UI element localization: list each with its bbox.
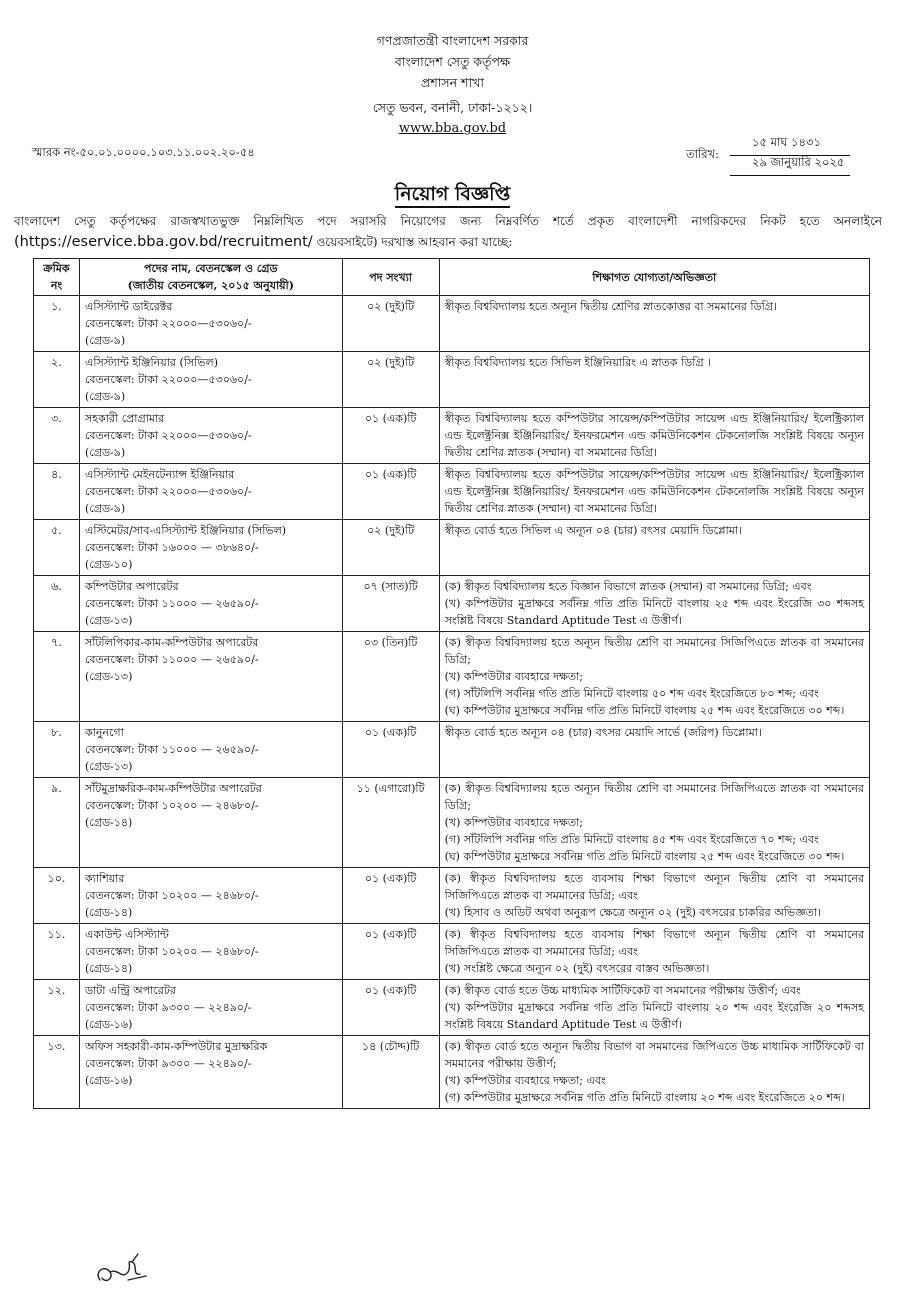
- post-grade: (গ্রেড-১৩): [84, 760, 133, 773]
- table-row: [34, 778, 870, 868]
- row-qualification: [439, 1036, 869, 1109]
- post-name: কম্পিউটার অপারেটর: [84, 580, 179, 593]
- row-post-count: ০৭ (সাত)টি: [342, 576, 439, 632]
- office-address: সেতু ভবন, বনানী, ঢাকা-১২১২।: [372, 100, 533, 115]
- row-post-count: ০১ (এক)টি: [342, 408, 439, 464]
- post-grade: (গ্রেড-১৪): [84, 962, 133, 975]
- post-grade: (গ্রেড-১৬): [84, 1074, 133, 1087]
- post-grade: (গ্রেড-৯): [84, 390, 126, 403]
- qualification-item: (গ) কম্পিউটার মুদ্রাক্ষরে সর্বনিম্ন গতি প্রতি মিনিটে বাংলায় ২০ শব্দ এবং ইংরেজিতে ২০ শব্দ।: [444, 1091, 845, 1104]
- post-pay-scale: বেতনস্কেল: টাকা ১০২০০ — ২৪৬৮০/-: [84, 945, 259, 958]
- row-serial: ১০.: [34, 868, 80, 924]
- qualification-item: (ক) স্বীকৃত বোর্ড হতে উচ্চ মাধ্যমিক সার্টিফিকেট বা সমমানের পরীক্ষায় উত্তীর্ণ; এবং: [444, 984, 801, 997]
- table-row: [34, 1036, 870, 1109]
- header-serial: ক্রমিক নং: [34, 259, 80, 296]
- govt-name: গণপ্রজাতন্ত্রী বাংলাদেশ সরকার: [376, 33, 529, 48]
- row-qualification: [439, 980, 869, 1036]
- post-name: কানুনগো: [84, 726, 124, 739]
- header-count: পদ সংখ্যা: [342, 259, 439, 296]
- row-qualification: [439, 296, 869, 352]
- qualification-item: (খ) সংশ্লিষ্ট ক্ষেত্রে অন্যূন ০২ (দুই) বৎসরের বাস্তব অভিজ্ঞতা।: [444, 962, 710, 975]
- post-pay-scale: বেতনস্কেল: টাকা ২২০০০—৫৩০৬০/-: [84, 429, 252, 442]
- header-qualification: শিক্ষাগত যোগ্যতা/অভিজ্ঞতা: [439, 259, 869, 296]
- post-name: সহকারী প্রোগ্রামার: [84, 412, 165, 425]
- qualification-item: (ঘ) কম্পিউটার মুদ্রাক্ষরে সর্বনিম্ন গতি প্রতি মিনিটে বাংলায় ২৫ শব্দ এবং ইংরেজিতে ৩০ শব্দ।: [444, 850, 845, 863]
- post-grade: (গ্রেড-১৩): [84, 670, 133, 683]
- post-name: অফিস সহকারী-কাম-কম্পিউটার মুদ্রাক্ষরিক: [84, 1040, 268, 1053]
- intro-text-before: বাংলাদেশ সেতু কর্তৃপক্ষের রাজস্বখাতভুক্ত নিম্নলিখিত পদে সরাসরি নিয়োগের জন্য নিম্নবর্ণিত শর্তে প্রকৃত বাংলাদেশী নাগরিকদের নিকট হতে অনলাইনে: [14, 214, 882, 228]
- row-post-count: ০২ (দুই)টি: [342, 520, 439, 576]
- qualification-item: (ক) স্বীকৃত বিশ্ববিদ্যালয় হতে ব্যবসায় শিক্ষা বিভাগে অন্যূন দ্বিতীয় শ্রেণি বা সমমানের সিজিপিএতে স্নাতক বা সমমানের ডিগ্রি; এবং: [444, 928, 864, 958]
- date-english: ২৯ জানুয়ারি ২০২৫: [730, 154, 850, 176]
- row-post-count: ০১ (এক)টি: [342, 924, 439, 980]
- website-link[interactable]: www.bba.gov.bd: [398, 121, 507, 136]
- row-post: [79, 520, 342, 576]
- table-row: [34, 408, 870, 464]
- qualification-item: (ক) স্বীকৃত বোর্ড হতে অন্যূন দ্বিতীয় বিভাগ বা সমমানের জিপিএতে উচ্চ মাধ্যমিক সার্টিফিকেট বা সমমানের পরীক্ষায় উত্তীর্ণ;: [444, 1040, 864, 1070]
- qualification-item: স্বীকৃত বিশ্ববিদ্যালয় হতে কম্পিউটার সায়েন্স/কম্পিউটার সায়েন্স এন্ড ইঞ্জিনিয়ারিং/ ইলেক্ট্রিক্যাল এন্ড ইলেক্ট্রনিক্স ইঞ্জিনিয়ারিং/ ইনফরমেশন এন্ড কমিউনিকেশন টেকনোলজি সংশ্লিষ্ট বিষয়ে অন্যূন দ্বিতীয় শ্রেণির স্নাতক (সম্মান) বা সমমানের ডিগ্রি।: [444, 468, 864, 515]
- post-name: ডাটা এন্ট্রি অপারেটর: [84, 984, 176, 997]
- row-post-count: ০৩ (তিন)টি: [342, 632, 439, 722]
- row-post: [79, 576, 342, 632]
- post-pay-scale: বেতনস্কেল: টাকা ২২০০০—৫৩০৬০/-: [84, 317, 252, 330]
- row-post: [79, 868, 342, 924]
- notice-title-text: নিয়োগ বিজ্ঞপ্তি: [395, 183, 510, 208]
- row-serial: ৮.: [34, 722, 80, 778]
- authority-name: বাংলাদেশ সেতু কর্তৃপক্ষ: [394, 54, 511, 69]
- table-row: [34, 352, 870, 408]
- row-qualification: [439, 722, 869, 778]
- row-post: [79, 980, 342, 1036]
- qualification-item: (খ) কম্পিউটার মুদ্রাক্ষরে সর্বনিম্ন গতি প্রতি মিনিটে বাংলায় ২০ শব্দ এবং ইংরেজি ২০ শব্দসহ সংশ্লিষ্ট বিষয়ে Standard Aptitude Test এ উত্তীর্ণ।: [444, 1001, 864, 1031]
- table-row: [34, 520, 870, 576]
- qualification-item: স্বীকৃত বিশ্ববিদ্যালয় হতে সিভিল ইঞ্জিনিয়ারিং এ স্নাতক ডিগ্রি ।: [444, 356, 712, 369]
- notice-title: [0, 180, 905, 212]
- post-grade: (গ্রেড-৯): [84, 334, 126, 347]
- post-name: ক্যাশিয়ার: [84, 872, 125, 885]
- row-post: [79, 632, 342, 722]
- qualification-item: (ক) স্বীকৃত বিশ্ববিদ্যালয় হতে বিজ্ঞান বিভাগে স্নাতক (সম্মান) বা সমমানের ডিগ্রি; এবং: [444, 580, 812, 593]
- table-row: [34, 296, 870, 352]
- qualification-item: স্বীকৃত বিশ্ববিদ্যালয় হতে অন্যূন দ্বিতীয় শ্রেণির স্নাতকোত্তর বা সমমানের ডিগ্রি।: [444, 300, 777, 313]
- post-grade: (গ্রেড-৯): [84, 502, 126, 515]
- branch-name: প্রশাসন শাখা: [421, 75, 484, 90]
- qualification-item: (খ) কম্পিউটার ব্যবহারে দক্ষতা; এবং: [444, 1074, 606, 1087]
- post-grade: (গ্রেড-৯): [84, 446, 126, 459]
- post-name: সাঁটমুদ্রাক্ষরিক-কাম-কম্পিউটার অপারেটর: [84, 782, 262, 795]
- post-name: এস্টিমেটর/সাব-এসিস্ট্যান্ট ইঞ্জিনিয়ার (সিভিল): [84, 524, 287, 537]
- recruitment-url-link[interactable]: (https://eservice.bba.gov.bd/recruitment/: [14, 234, 313, 250]
- row-qualification: [439, 632, 869, 722]
- row-qualification: [439, 520, 869, 576]
- row-serial: ৯.: [34, 778, 80, 868]
- row-post-count: ০১ (এক)টি: [342, 980, 439, 1036]
- row-post-count: ০১ (এক)টি: [342, 722, 439, 778]
- post-pay-scale: বেতনস্কেল: টাকা ২২০০০—৫৩০৬০/-: [84, 485, 252, 498]
- row-qualification: [439, 924, 869, 980]
- row-serial: ৩.: [34, 408, 80, 464]
- row-post-count: ১১ (এগারো)টি: [342, 778, 439, 868]
- row-post: [79, 722, 342, 778]
- qualification-item: স্বীকৃত বোর্ড হতে সিভিল এ অন্যূন ০৪ (চার) বৎসর মেয়াদি ডিপ্লোমা।: [444, 524, 742, 537]
- row-serial: ১১.: [34, 924, 80, 980]
- post-name: এসিস্ট্যান্ট মেইনটেন্যান্স ইঞ্জিনিয়ার: [84, 468, 235, 481]
- row-post-count: ১৪ (চৌদ্দ)টি: [342, 1036, 439, 1109]
- post-grade: (গ্রেড-১৪): [84, 906, 133, 919]
- row-post-count: ০১ (এক)টি: [342, 868, 439, 924]
- header-post-title: পদের নাম, বেতনস্কেল ও গ্রেড: [144, 262, 278, 275]
- row-post: [79, 924, 342, 980]
- letterhead: [0, 30, 905, 139]
- table-header-row: [34, 259, 870, 296]
- row-post-count: ০১ (এক)টি: [342, 464, 439, 520]
- post-grade: (গ্রেড-১৩): [84, 614, 133, 627]
- row-qualification: [439, 576, 869, 632]
- post-pay-scale: বেতনস্কেল: টাকা ১১০০০ — ২৬৫৯০/-: [84, 597, 259, 610]
- row-qualification: [439, 408, 869, 464]
- post-pay-scale: বেতনস্কেল: টাকা ১১০০০ — ২৬৫৯০/-: [84, 743, 259, 756]
- qualification-item: (ক) স্বীকৃত বিশ্ববিদ্যালয় হতে অন্যূন দ্বিতীয় শ্রেণি বা সমমানের সিজিপিএতে স্নাতক বা সমমানের ডিগ্রি;: [444, 782, 864, 812]
- table-row: [34, 576, 870, 632]
- post-pay-scale: বেতনস্কেল: টাকা ৯৩০০ — ২২৪৯০/-: [84, 1001, 252, 1014]
- post-name: এসিস্ট্যান্ট ইঞ্জিনিয়ার (সিভিল): [84, 356, 218, 369]
- qualification-item: (খ) কম্পিউটার মুদ্রাক্ষরে সর্বনিম্ন গতি প্রতি মিনিটে বাংলায় ২৫ শব্দ এবং ইংরেজি ৩০ শব্দসহ সংশ্লিষ্ট বিষয়ে Standard Aptitude Test এ উত্তীর্ণ।: [444, 597, 864, 627]
- row-qualification: [439, 464, 869, 520]
- post-pay-scale: বেতনস্কেল: টাকা ১১০০০ — ২৬৫৯০/-: [84, 653, 259, 666]
- row-serial: ১২.: [34, 980, 80, 1036]
- row-post: [79, 464, 342, 520]
- row-serial: ১৩.: [34, 1036, 80, 1109]
- table-row: [34, 464, 870, 520]
- row-serial: ৭.: [34, 632, 80, 722]
- date-bangla: ১৫ মাঘ ১৪৩১: [730, 134, 850, 156]
- row-qualification: [439, 868, 869, 924]
- qualification-item: (খ) কম্পিউটার ব্যবহারে দক্ষতা;: [444, 670, 583, 683]
- row-serial: ১.: [34, 296, 80, 352]
- signature-mark: [92, 1250, 152, 1288]
- table-row: [34, 868, 870, 924]
- qualification-item: (খ) হিসাব ও অডিট অথবা অনুরূপ ক্ষেত্রে অন্যূন ০২ (দুই) বৎসরের চাকরির অভিজ্ঞতা।: [444, 906, 821, 919]
- row-serial: ৫.: [34, 520, 80, 576]
- post-grade: (গ্রেড-১০): [84, 558, 133, 571]
- row-post: [79, 778, 342, 868]
- header-post-subtitle: (জাতীয় বেতনস্কেল, ২০১৫ অনুযায়ী): [127, 279, 295, 292]
- row-serial: ২.: [34, 352, 80, 408]
- post-pay-scale: বেতনস্কেল: টাকা ১০২০০ — ২৪৬৮০/-: [84, 799, 259, 812]
- qualification-item: (ক) স্বীকৃত বিশ্ববিদ্যালয় হতে অন্যূন দ্বিতীয় শ্রেণি বা সমমানের সিজিপিএতে স্নাতক বা সমমানের ডিগ্রি;: [444, 636, 864, 666]
- post-pay-scale: বেতনস্কেল: টাকা ৯৩০০ — ২২৪৯০/-: [84, 1057, 252, 1070]
- post-grade: (গ্রেড-১৪): [84, 816, 133, 829]
- row-post: [79, 352, 342, 408]
- header-post: [79, 259, 342, 296]
- post-name: একাউন্ট এসিস্ট্যান্ট: [84, 928, 169, 941]
- row-post: [79, 296, 342, 352]
- post-name: এসিস্ট্যান্ট ডাইরেক্টর: [84, 300, 173, 313]
- post-pay-scale: বেতনস্কেল: টাকা ১৬০০০ — ৩৮৬৪০/-: [84, 541, 259, 554]
- date-label: তারিখ:: [686, 147, 720, 161]
- post-name: সাঁটলিপিকার-কাম-কম্পিউটার অপারেটর: [84, 636, 259, 649]
- intro-paragraph: [14, 211, 882, 253]
- row-qualification: [439, 352, 869, 408]
- qualification-item: স্বীকৃত বিশ্ববিদ্যালয় হতে কম্পিউটার সায়েন্স/কম্পিউটার সায়েন্স এন্ড ইঞ্জিনিয়ারিং/ ইলেক্ট্রিক্যাল এন্ড ইলেক্ট্রনিক্স ইঞ্জিনিয়ারিং/ ইনফরমেশন এন্ড কমিউনিকেশন টেকনোলজি সংশ্লিষ্ট বিষয়ে অন্যূন দ্বিতীয় শ্রেণির স্নাতক (সম্মান) বা সমমানের ডিগ্রি।: [444, 412, 864, 459]
- row-post-count: ০২ (দুই)টি: [342, 352, 439, 408]
- row-post: [79, 1036, 342, 1109]
- table-body: [34, 296, 870, 1109]
- intro-text-after: ওয়েবসাইটে) দরখাস্ত আহবান করা যাচ্ছে:: [312, 235, 513, 249]
- row-serial: ৪.: [34, 464, 80, 520]
- qualification-item: (ক) স্বীকৃত বিশ্ববিদ্যালয় হতে ব্যবসায় শিক্ষা বিভাগে অন্যূন দ্বিতীয় শ্রেণি বা সমমানের সিজিপিএতে স্নাতক বা সমমানের ডিগ্রি; এবং: [444, 872, 864, 902]
- row-serial: ৬.: [34, 576, 80, 632]
- qualification-item: (গ) সাঁটলিপি সর্বনিম্ন গতি প্রতি মিনিটে বাংলায় ৪৫ শব্দ এবং ইংরেজিতে ৭০ শব্দ; এবং: [444, 833, 819, 846]
- table-row: [34, 632, 870, 722]
- row-qualification: [439, 778, 869, 868]
- qualification-item: (খ) কম্পিউটার ব্যবহারে দক্ষতা;: [444, 816, 583, 829]
- post-grade: (গ্রেড-১৬): [84, 1018, 133, 1031]
- qualification-item: (গ) সাঁটলিপি সর্বনিম্ন গতি প্রতি মিনিটে বাংলায় ৫০ শব্দ এবং ইংরেজিতে ৮০ শব্দ; এবং: [444, 687, 819, 700]
- memo-number: স্মারক নং-৫০.০১.০০০০.১০৩.১১.০০২.২০-৫৪: [32, 145, 255, 159]
- posts-table: [33, 258, 870, 1109]
- row-post: [79, 408, 342, 464]
- qualification-item: স্বীকৃত বোর্ড হতে অন্যূন ০৪ (চার) বৎসর মেয়াদি সার্ভে (জরিপ) ডিপ্লোমা।: [444, 726, 762, 739]
- post-pay-scale: বেতনস্কেল: টাকা ১০২০০ — ২৪৬৮০/-: [84, 889, 259, 902]
- table-row: [34, 722, 870, 778]
- table-row: [34, 980, 870, 1036]
- qualification-item: (ঘ) কম্পিউটার মুদ্রাক্ষরে সর্বনিম্ন গতি প্রতি মিনিটে বাংলায় ২৫ শব্দ এবং ইংরেজিতে ৩০ শব্দ।: [444, 704, 845, 717]
- table-row: [34, 924, 870, 980]
- post-pay-scale: বেতনস্কেল: টাকা ২২০০০—৫৩০৬০/-: [84, 373, 252, 386]
- row-post-count: ০২ (দুই)টি: [342, 296, 439, 352]
